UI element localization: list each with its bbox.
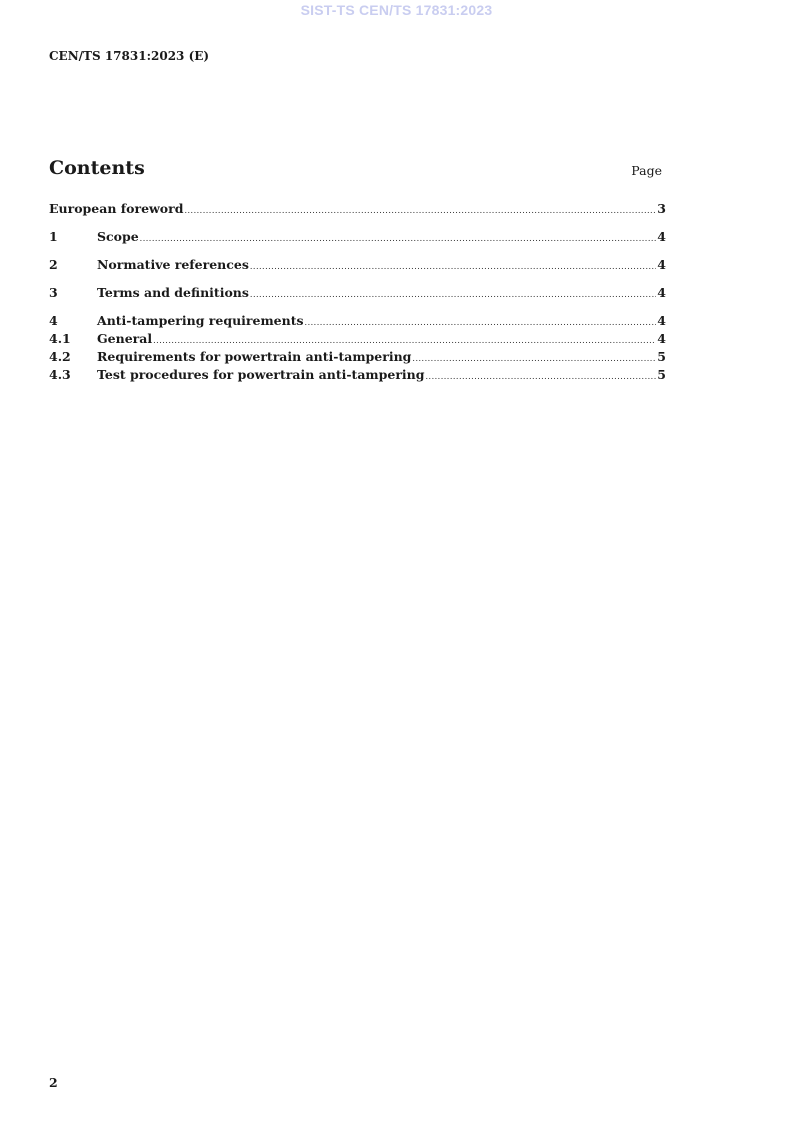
toc-leader-dots — [305, 315, 657, 331]
document-header: CEN/TS 17831:2023 (E) — [49, 49, 210, 63]
toc-entry-title: Requirements for powertrain anti-tampering — [97, 349, 412, 364]
toc-entry-number: 4 — [49, 313, 58, 328]
toc-entry-test-procedures[interactable] — [49, 367, 666, 385]
toc-leader-dots — [184, 203, 656, 219]
toc-entry-page: 4 — [657, 313, 666, 328]
toc-entry-title: European foreword — [49, 201, 184, 216]
toc-entry-number: 1 — [49, 229, 58, 244]
toc-entry-number: 4.3 — [49, 367, 71, 382]
toc-leader-dots — [250, 259, 656, 275]
toc-entry-general[interactable] — [49, 331, 666, 349]
toc-leader-dots — [140, 231, 657, 247]
toc-entry-page: 3 — [657, 201, 666, 216]
toc-entry-page: 4 — [657, 229, 666, 244]
page-number: 2 — [49, 1075, 58, 1090]
toc-leader-dots — [412, 351, 656, 367]
toc-entry-scope[interactable] — [49, 229, 666, 247]
toc-entry-title: Scope — [97, 229, 139, 244]
toc-entry-title: Normative references — [97, 257, 249, 272]
toc-entry-title: Anti-tampering requirements — [97, 313, 304, 328]
toc-leader-dots — [250, 287, 656, 303]
toc-leader-dots — [426, 369, 657, 385]
toc-entry-anti-tampering[interactable] — [49, 313, 666, 331]
toc-entry-normative-references[interactable] — [49, 257, 666, 275]
watermark: SIST-TS CEN/TS 17831:2023 — [300, 2, 493, 18]
toc-entry-title: Terms and definitions — [97, 285, 249, 300]
toc-entry-title: General — [97, 331, 153, 346]
page-column-label: Page — [631, 163, 662, 178]
contents-title: Contents — [49, 157, 145, 179]
toc-entry-page: 4 — [657, 285, 666, 300]
toc-entry-page: 4 — [657, 257, 666, 272]
toc-entry-terms-definitions[interactable] — [49, 285, 666, 303]
toc-entry-page: 4 — [657, 331, 666, 346]
toc-entry-number: 4.2 — [49, 349, 71, 364]
toc-leader-dots — [153, 333, 656, 349]
table-of-contents — [49, 201, 666, 385]
toc-entry-number: 4.1 — [49, 331, 71, 346]
toc-entry-foreword[interactable] — [49, 201, 666, 219]
toc-entry-page: 5 — [657, 349, 666, 364]
toc-entry-title: Test procedures for powertrain anti-tampering — [97, 367, 425, 382]
toc-entry-page: 5 — [657, 367, 666, 382]
toc-entry-number: 3 — [49, 285, 58, 300]
toc-entry-number: 2 — [49, 257, 58, 272]
toc-entry-requirements-powertrain[interactable] — [49, 349, 666, 367]
